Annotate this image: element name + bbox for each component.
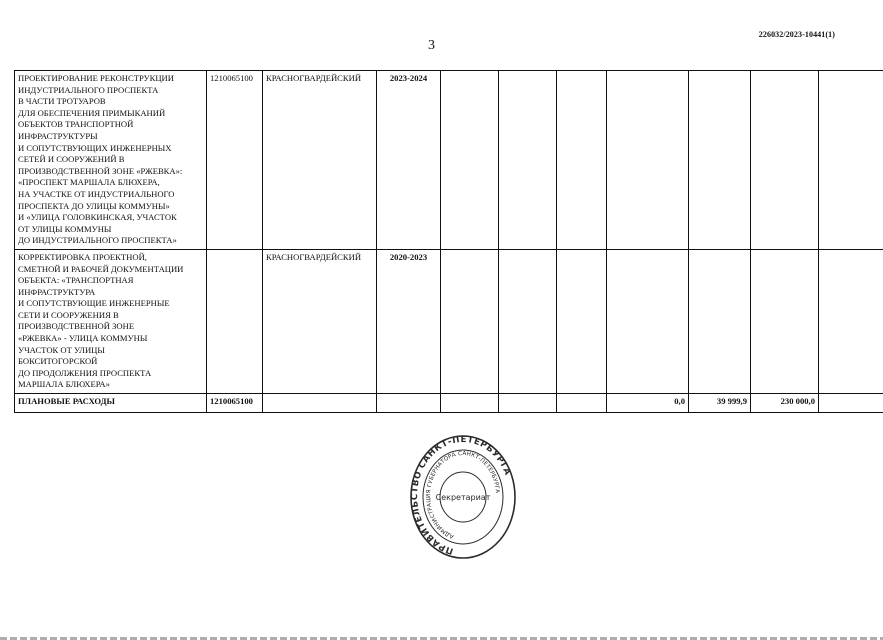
object-name-line: МАРШАЛА БЛЮХЕРА» [18,379,110,390]
object-name-cell [15,71,207,250]
total-value-cell [557,394,607,413]
budget-code-cell: 1210065100 [207,394,263,413]
value-cell [557,249,607,393]
value-cell [499,71,557,250]
value-cell [751,249,819,393]
object-name-line: И СОПУТСТВУЮЩИХ ИНЖЕНЕРНЫХ [18,142,172,153]
object-name-line: ДЛЯ ОБЕСПЕЧЕНИЯ ПРИМЫКАНИЙ [18,107,166,118]
value-cell [819,249,883,393]
object-name-line: СЕТЕЙ И СООРУЖЕНИЙ В [18,154,125,165]
object-name-line: В ЧАСТИ ТРОТУАРОВ [18,96,106,107]
table-row [15,249,883,393]
object-name-line: ИНФРАСТРУКТУРЫ [18,130,98,141]
table-row [15,71,883,250]
district-cell: КРАСНОГВАРДЕЙСКИЙ [263,71,377,250]
value-cell [607,71,689,250]
years-cell [377,394,441,413]
district-cell [263,394,377,413]
page-number: 3 [428,38,435,53]
object-name-line: КОРРЕКТИРОВКА ПРОЕКТНОЙ, [18,251,147,262]
budget-table [14,70,883,413]
object-name-line: ПРОИЗВОДСТВЕННОЙ ЗОНЕ «РЖЕВКА»: [18,165,183,176]
seal-center-text: Секретариат [435,493,491,502]
official-seal-stamp [408,432,518,562]
object-name-line: ДО ИНДУСТРИАЛЬНОГО ПРОСПЕКТА» [18,235,177,246]
object-name-line: «ПРОСПЕКТ МАРШАЛА БЛЮХЕРА, [18,177,160,188]
object-name-line: И СОПУТСТВУЮЩИЕ ИНЖЕНЕРНЫЕ [18,298,170,309]
value-cell [441,71,499,250]
value-cell [689,71,751,250]
object-name-line: ОБЪЕКТОВ ТРАНСПОРТНОЙ [18,119,134,130]
total-value-cell [819,394,883,413]
object-name-line: НА УЧАСТКЕ ОТ ИНДУСТРИАЛЬНОГО [18,188,175,199]
value-cell [499,249,557,393]
object-name-line: «РЖЕВКА» - УЛИЦА КОММУНЫ [18,333,148,344]
value-cell [607,249,689,393]
total-value-cell: 0,0 [607,394,689,413]
object-name-line: И «УЛИЦА ГОЛОВКИНСКАЯ, УЧАСТОК [18,212,177,223]
object-name-line: ОБЪЕКТА: «ТРАНСПОРТНАЯ [18,275,134,286]
object-name-line: СЕТИ И СООРУЖЕНИЯ В [18,309,119,320]
value-cell [689,249,751,393]
years-cell: 2020-2023 [377,249,441,393]
object-name-line: ПРОЕКТИРОВАНИЕ РЕКОНСТРУКЦИИ [18,73,174,83]
budget-code-cell [207,249,263,393]
total-value-cell [441,394,499,413]
document-id: 226032/2023-10441(1) [758,30,835,39]
object-name-line: ПРОИЗВОДСТВЕННОЙ ЗОНЕ [18,321,135,332]
value-cell [557,71,607,250]
budget-code-cell: 1210065100 [207,71,263,250]
object-name-line: УЧАСТОК ОТ УЛИЦЫ [18,344,105,355]
object-name-line: СМЕТНОЙ И РАБОЧЕЙ ДОКУМЕНТАЦИИ [18,263,184,274]
object-name-line: ПРОСПЕКТА ДО УЛИЦЫ КОММУНЫ» [18,200,170,211]
seal-inner-text: АДМИНИСТРАЦИЯ ГУБЕРНАТОРА САНКТ-ПЕТЕРБУРГА [426,450,501,540]
total-value-cell: 39 999,9 [689,394,751,413]
value-cell [751,71,819,250]
seal-graphic [408,432,518,562]
district-cell: КРАСНОГВАРДЕЙСКИЙ [263,249,377,393]
years-cell: 2023-2024 [377,71,441,250]
seal-outer-text: ПРАВИТЕЛЬСТВО САНКТ-ПЕТЕРБУРГА [410,434,513,556]
total-value-cell [499,394,557,413]
object-name-line: ИНДУСТРИАЛЬНОГО ПРОСПЕКТА [18,84,159,95]
object-name-line: ОТ УЛИЦЫ КОММУНЫ [18,223,112,234]
value-cell [441,249,499,393]
object-name-line: ДО ПРОДОЛЖЕНИЯ ПРОСПЕКТА [18,367,152,378]
total-label: ПЛАНОВЫЕ РАСХОДЫ [15,394,207,413]
object-name-line: ИНФРАСТРУКТУРА [18,286,96,297]
object-name-cell [15,249,207,393]
total-value-cell: 230 000,0 [751,394,819,413]
total-row [15,394,883,413]
object-name-line: БОКСИТОГОРСКОЙ [18,356,98,367]
value-cell [819,71,883,250]
